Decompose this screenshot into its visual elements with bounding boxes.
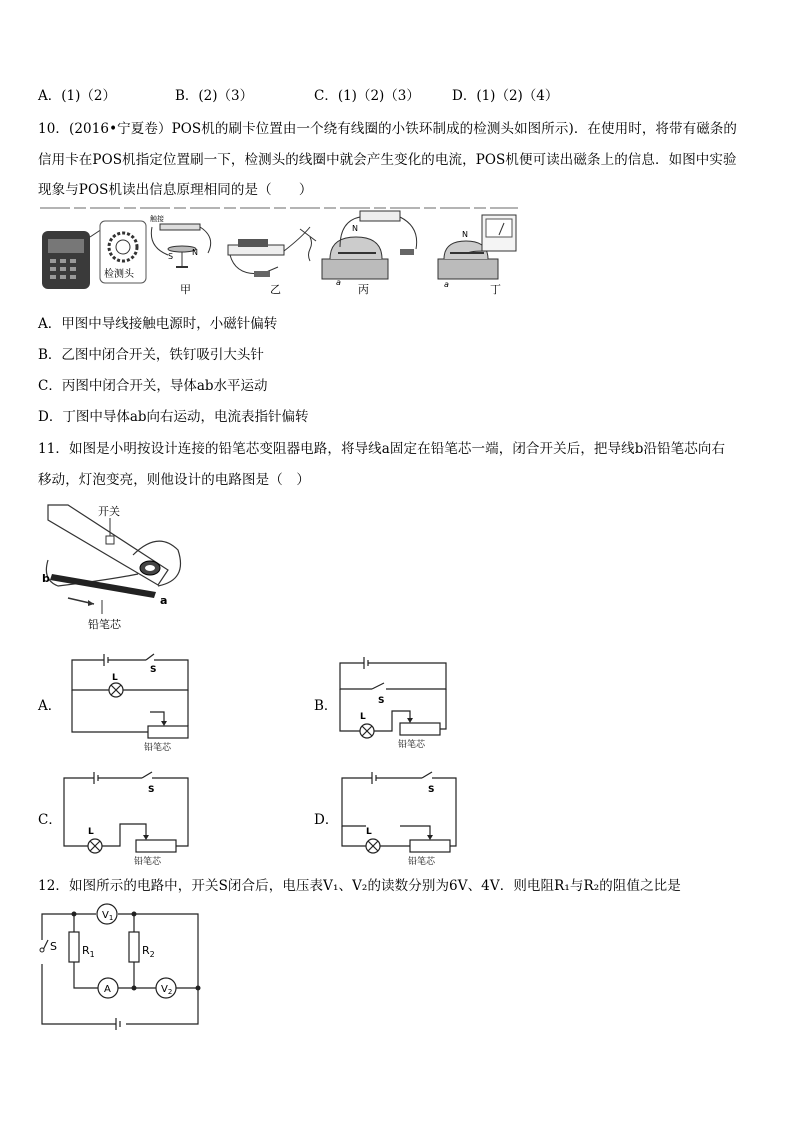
svg-text:触接: 触接 (150, 215, 164, 223)
svg-text:L: L (360, 712, 366, 722)
label-bing: 丙 (358, 283, 369, 296)
svg-text:铅笔芯: 铅笔芯 (408, 857, 436, 867)
figure-ding (438, 215, 516, 296)
label-yi: 乙 (270, 283, 281, 296)
svg-text:N: N (192, 248, 198, 257)
svg-text:N: N (462, 230, 468, 239)
q10-option-c: C．丙图中闭合开关，导体ab水平运动 (38, 378, 268, 394)
pos-machine-illustration (42, 221, 146, 289)
q10-stem-line3: 现象与POS机读出信息原理相同的是（ ） (38, 182, 313, 198)
svg-text:S: S (148, 785, 155, 795)
q11-pencil-figure (38, 500, 188, 635)
circuit-c (62, 770, 202, 870)
q11-stem-line1: 11．如图是小明按设计连接的铅笔芯变阻器电路，将导线a固定在铅笔芯一端，闭合开关后，把导线b沿铅笔芯向右 (38, 441, 726, 457)
r1-label: $R_1$ (82, 944, 95, 959)
q12-stem-line1: 12．如图所示的电路中，开关S闭合后，电压表V₁、V₂的读数分别为6V、4V．则电阻R₁与R₂的阻值之比是 (38, 878, 681, 894)
q11-stem-line2: 移动，灯泡变亮，则他设计的电路图是（ ） (38, 472, 310, 488)
circuit-b-letter: B． (314, 698, 338, 714)
svg-text:铅笔芯: 铅笔芯 (398, 740, 426, 750)
figure-jia (150, 214, 211, 296)
circuit-d (340, 770, 470, 870)
svg-text:L: L (88, 827, 94, 837)
svg-text:N: N (352, 224, 358, 233)
q10-option-d: D．丁图中导体ab向右运动，电流表指针偏转 (38, 409, 309, 425)
circuit-d-letter: D． (314, 812, 339, 828)
r2-label: $R_2$ (142, 944, 155, 959)
q10-option-b: B．乙图中闭合开关，铁钉吸引大头针 (38, 347, 264, 363)
circuit-a (68, 652, 198, 752)
q9-option-c: C．(1)（2)（3） (314, 88, 420, 104)
q10-option-a: A．甲图中导线接触电源时，小磁针偏转 (38, 316, 278, 332)
svg-text:铅笔芯: 铅笔芯 (144, 743, 172, 752)
switch-label: 开关 (98, 505, 120, 518)
circuit-a-letter: A． (38, 698, 62, 714)
q9-option-a: A．(1)（2） (38, 88, 116, 104)
q10-stem-line1: 10．(2016•宁夏卷）POS机的刷卡位置由一个绕有线圈的小铁环制成的检测头如图所示)．在使用时，将带有磁条的 (38, 121, 738, 137)
v1-label: $V_1$ (102, 910, 114, 922)
q12-circuit (34, 902, 214, 1037)
svg-text:铅笔芯: 铅笔芯 (134, 857, 162, 867)
switch-s-label: S (50, 940, 57, 953)
q10-figure (40, 207, 518, 297)
svg-text:a: a (336, 278, 341, 287)
v2-label: $V_2$ (161, 984, 173, 996)
svg-text:a: a (444, 280, 449, 289)
svg-text:L: L (112, 673, 118, 683)
q10-stem-line2: 信用卡在POS机指定位置刷一下，检测头的线圈中就会产生变化的电流，POS机便可读出磁条上的信息．如图中实验 (38, 152, 737, 168)
svg-text:a: a (160, 594, 168, 607)
q9-option-b: B．(2)（3） (175, 88, 254, 104)
q9-option-d: D．(1)（2)（4） (452, 88, 559, 104)
svg-text:S: S (168, 252, 174, 261)
pencil-label: 铅笔芯 (88, 618, 121, 631)
detector-label: 检测头 (104, 269, 134, 280)
svg-text:S: S (428, 785, 435, 795)
svg-text:S: S (150, 665, 157, 675)
figure-yi (228, 227, 316, 296)
svg-text:L: L (366, 827, 372, 837)
svg-text:S: S (378, 696, 385, 706)
ammeter-label: A (104, 984, 111, 995)
circuit-c-letter: C． (38, 812, 62, 828)
label-jia: 甲 (180, 283, 191, 296)
circuit-b (334, 655, 464, 755)
label-ding: 丁 (490, 283, 501, 296)
svg-text:b: b (42, 572, 50, 585)
figure-bing (322, 211, 417, 296)
